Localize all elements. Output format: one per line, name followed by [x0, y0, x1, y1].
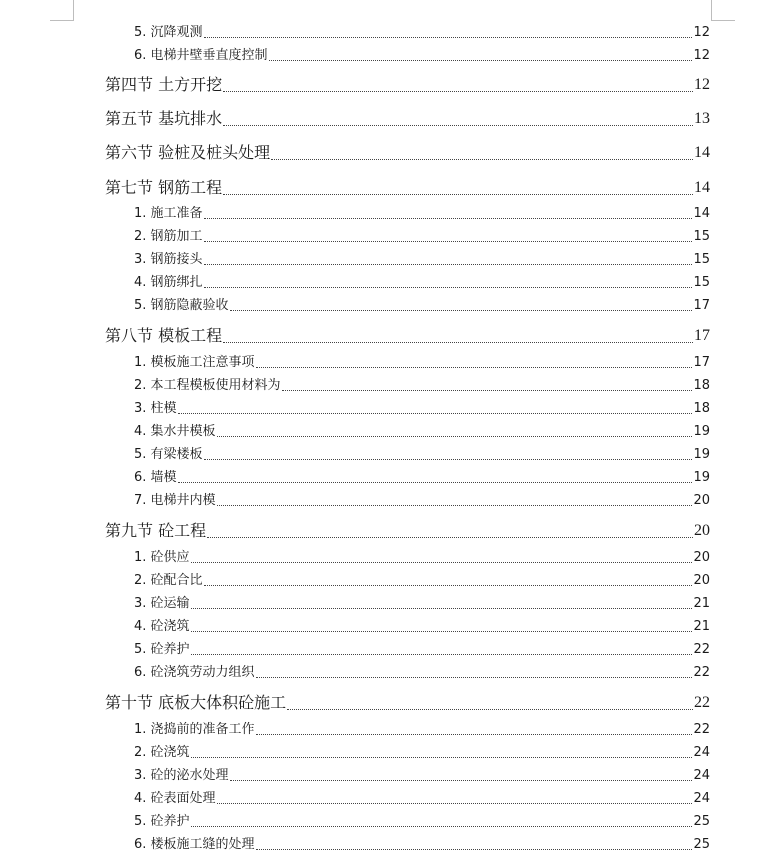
toc-page-number: 14 [693, 206, 710, 221]
toc-entry-title: 3. 砼的泌水处理 [134, 768, 229, 783]
toc-entry-title: 6. 电梯井壁垂直度控制 [134, 48, 268, 63]
toc-subsection-entry[interactable] [134, 297, 710, 315]
toc-entry-title: 第八节 模板工程 [105, 326, 223, 345]
toc-page-number: 14 [694, 179, 710, 196]
toc-subsection-entry[interactable] [134, 274, 710, 292]
toc-subsection-entry[interactable] [134, 377, 710, 395]
toc-subsection-entry[interactable] [134, 641, 710, 659]
toc-entry-title: 第九节 砼工程 [105, 521, 207, 540]
toc-subsection-entry[interactable] [134, 721, 710, 739]
toc-dot-leader [217, 802, 693, 804]
toc-subsection-entry[interactable] [134, 549, 710, 567]
toc-page-number: 20 [693, 493, 710, 508]
toc-entry-title: 4. 钢筋绑扎 [134, 275, 203, 290]
toc-dot-leader [178, 412, 693, 414]
toc-entry-title: 3. 砼运输 [134, 596, 190, 611]
toc-dot-leader [217, 504, 693, 506]
toc-subsection-entry[interactable] [134, 400, 710, 418]
toc-subsection-entry[interactable] [134, 492, 710, 510]
toc-subsection-entry[interactable] [134, 205, 710, 223]
toc-dot-leader [191, 630, 693, 632]
toc-subsection-entry[interactable] [134, 469, 710, 487]
toc-page-number: 15 [693, 252, 710, 267]
toc-page-number: 25 [693, 814, 710, 829]
toc-page-number: 20 [693, 573, 710, 588]
toc-page-number: 24 [693, 745, 710, 760]
toc-page-number: 19 [693, 424, 710, 439]
toc-entry-title: 5. 有梁楼板 [134, 447, 203, 462]
toc-entry-title: 5. 钢筋隐蔽验收 [134, 298, 229, 313]
toc-subsection-entry[interactable] [134, 47, 710, 65]
toc-dot-leader [217, 435, 693, 437]
toc-subsection-entry[interactable] [134, 228, 710, 246]
toc-entry-title: 第四节 土方开挖 [105, 75, 223, 94]
toc-entry-title: 第七节 钢筋工程 [105, 178, 223, 197]
toc-dot-leader [282, 389, 693, 391]
toc-entry-title: 2. 砼配合比 [134, 573, 203, 588]
toc-dot-leader [287, 708, 693, 710]
crop-mark-top-left-vertical [73, 0, 74, 20]
toc-entry-title: 5. 沉降观测 [134, 25, 203, 40]
toc-section-entry[interactable] [105, 142, 710, 164]
toc-entry-title: 6. 砼浇筑劳动力组织 [134, 665, 255, 680]
toc-entry-title: 2. 砼浇筑 [134, 745, 190, 760]
toc-dot-leader [204, 217, 693, 219]
toc-subsection-entry[interactable] [134, 664, 710, 682]
toc-dot-leader [191, 653, 693, 655]
toc-entry-title: 4. 集水井模板 [134, 424, 216, 439]
toc-dot-leader [191, 561, 693, 563]
toc-page-number: 22 [693, 642, 710, 657]
crop-mark-top-right-horizontal [711, 20, 735, 21]
toc-subsection-entry[interactable] [134, 423, 710, 441]
toc-section-entry[interactable] [105, 692, 710, 714]
toc-page-number: 17 [693, 355, 710, 370]
toc-page-number: 20 [693, 550, 710, 565]
toc-page-number: 17 [694, 327, 710, 344]
toc-entry-title: 第六节 验桩及桩头处理 [105, 143, 271, 162]
toc-dot-leader [191, 756, 693, 758]
toc-entry-title: 第五节 基坑排水 [105, 109, 223, 128]
toc-page-number: 19 [693, 470, 710, 485]
toc-dot-leader [256, 848, 693, 850]
toc-subsection-entry[interactable] [134, 572, 710, 590]
toc-subsection-entry[interactable] [134, 836, 710, 854]
toc-section-entry[interactable] [105, 520, 710, 542]
toc-dot-leader [204, 458, 693, 460]
toc-subsection-entry[interactable] [134, 595, 710, 613]
toc-page-number: 18 [693, 378, 710, 393]
toc-dot-leader [178, 481, 693, 483]
toc-dot-leader [204, 584, 693, 586]
toc-subsection-entry[interactable] [134, 446, 710, 464]
toc-page-number: 17 [693, 298, 710, 313]
toc-page-number: 21 [693, 596, 710, 611]
toc-page-number: 24 [693, 768, 710, 783]
toc-dot-leader [223, 124, 693, 126]
toc-dot-leader [223, 341, 693, 343]
toc-page-number: 22 [693, 722, 710, 737]
toc-page-number: 18 [693, 401, 710, 416]
toc-dot-leader [230, 309, 693, 311]
toc-subsection-entry[interactable] [134, 251, 710, 269]
toc-dot-leader [269, 59, 693, 61]
toc-page-number: 14 [694, 144, 710, 161]
toc-dot-leader [223, 193, 693, 195]
toc-dot-leader [204, 36, 693, 38]
toc-page-number: 12 [693, 25, 710, 40]
toc-subsection-entry[interactable] [134, 618, 710, 636]
toc-page-number: 12 [694, 76, 710, 93]
toc-entry-title: 2. 本工程模板使用材料为 [134, 378, 281, 393]
toc-entry-title: 3. 钢筋接头 [134, 252, 203, 267]
toc-section-entry[interactable] [105, 177, 710, 199]
toc-entry-title: 5. 砼养护 [134, 814, 190, 829]
toc-entry-title: 5. 砼养护 [134, 642, 190, 657]
toc-subsection-entry[interactable] [134, 790, 710, 808]
toc-dot-leader [191, 607, 693, 609]
toc-entry-title: 1. 施工准备 [134, 206, 203, 221]
toc-entry-title: 2. 钢筋加工 [134, 229, 203, 244]
toc-subsection-entry[interactable] [134, 354, 710, 372]
toc-dot-leader [230, 779, 693, 781]
crop-mark-top-left-horizontal [50, 20, 74, 21]
toc-section-entry[interactable] [105, 325, 710, 347]
toc-page-number: 20 [694, 522, 710, 539]
toc-entry-title: 6. 楼板施工缝的处理 [134, 837, 255, 852]
toc-subsection-entry[interactable] [134, 767, 710, 785]
toc-subsection-entry[interactable] [134, 24, 710, 42]
toc-page-number: 21 [693, 619, 710, 634]
crop-mark-top-right-vertical [711, 0, 712, 20]
toc-dot-leader [204, 286, 693, 288]
toc-entry-title: 1. 模板施工注意事项 [134, 355, 255, 370]
toc-entry-title: 1. 砼供应 [134, 550, 190, 565]
toc-entry-title: 3. 柱模 [134, 401, 177, 416]
toc-subsection-entry[interactable] [134, 744, 710, 762]
toc-page-number: 12 [693, 48, 710, 63]
toc-entry-title: 4. 砼表面处理 [134, 791, 216, 806]
toc-page-number: 22 [694, 694, 710, 711]
toc-page-number: 25 [693, 837, 710, 852]
toc-entry-title: 6. 墙模 [134, 470, 177, 485]
toc-page-number: 13 [694, 110, 710, 127]
toc-dot-leader [256, 366, 693, 368]
toc-dot-leader [271, 158, 693, 160]
toc-subsection-entry[interactable] [134, 813, 710, 831]
toc-dot-leader [191, 825, 693, 827]
toc-entry-title: 4. 砼浇筑 [134, 619, 190, 634]
toc-entry-title: 1. 浇捣前的准备工作 [134, 722, 255, 737]
toc-page-number: 22 [693, 665, 710, 680]
toc-dot-leader [207, 536, 693, 538]
toc-page-number: 19 [693, 447, 710, 462]
toc-entry-title: 第十节 底板大体积砼施工 [105, 693, 287, 712]
toc-page-number: 24 [693, 791, 710, 806]
toc-section-entry[interactable] [105, 74, 710, 96]
toc-page-number: 15 [693, 275, 710, 290]
toc-dot-leader [256, 676, 693, 678]
toc-dot-leader [256, 733, 693, 735]
toc-dot-leader [204, 240, 693, 242]
toc-section-entry[interactable] [105, 108, 710, 130]
toc-page-number: 15 [693, 229, 710, 244]
toc-entry-title: 7. 电梯井内模 [134, 493, 216, 508]
toc-dot-leader [223, 90, 693, 92]
toc-dot-leader [204, 263, 693, 265]
